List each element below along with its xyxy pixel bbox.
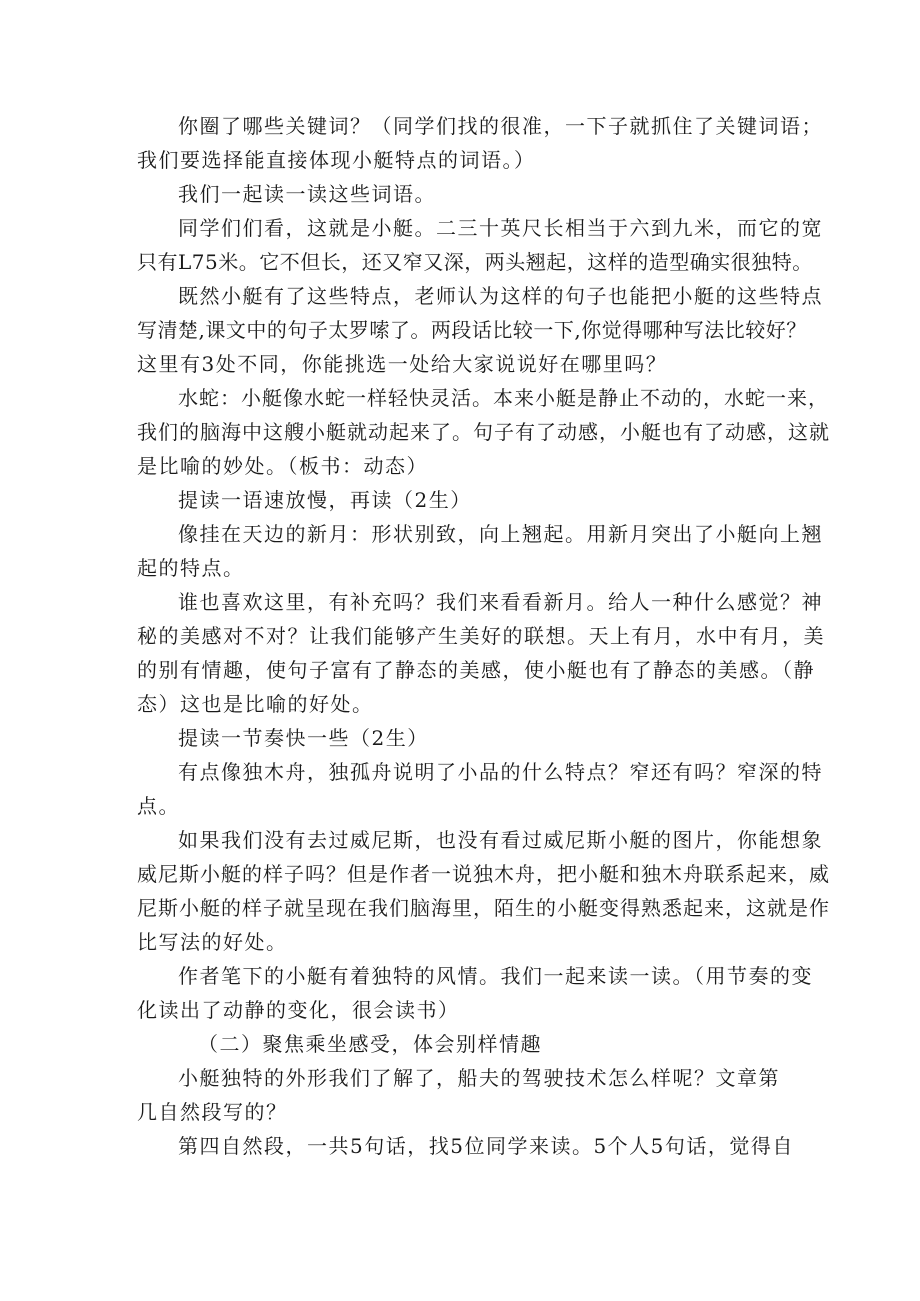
text-line: 如果我们没有去过威尼斯，也没有看过威尼斯小艇的图片，你能想象 — [178, 828, 823, 852]
text-line: 点。 — [137, 794, 180, 818]
text-line: 谁也喜欢这里，有补充吗？我们来看看新月。给人一种什么感觉？神 — [178, 590, 823, 614]
text-line: 只有L75米。它不但长，还又窄又深，两头翘起，这样的造型确实很独特。 — [137, 250, 813, 274]
text-line: 这里有3处不同，你能挑选一处给大家说说好在哪里吗？ — [137, 352, 668, 376]
text-line: 第四自然段，一共5句话，找5位同学来读。5个人5句话，觉得自 — [178, 1134, 794, 1158]
text-line: 我们一起读一读这些词语。 — [178, 182, 436, 206]
text-line: 的别有情趣，使句子富有了静态的美感，使小艇也有了静态的美感。（静 — [137, 658, 815, 682]
text-line: 有点像独木舟，独孤舟说明了小品的什么特点？窄还有吗？窄深的特 — [178, 760, 823, 784]
text-line: 小艇独特的外形我们了解了，船夫的驾驶技术怎么样呢？文章第 — [178, 1066, 780, 1090]
text-line: 提读一语速放慢，再读（2生） — [178, 488, 472, 512]
text-line: 我们要选择能直接体现小艇特点的词语。） — [137, 148, 536, 172]
section-heading: （二）聚焦乘坐感受，体会别样情趣 — [198, 1032, 542, 1056]
text-line: 几自然段写的？ — [137, 1100, 288, 1124]
text-line: 既然小艇有了这些特点，老师认为这样的句子也能把小艇的这些特点 — [178, 284, 823, 308]
text-line: 秘的美感对不对？让我们能够产生美好的联想。天上有月，水中有月，美 — [137, 624, 825, 648]
text-line: 水蛇：小艇像水蛇一样轻快灵活。本来小艇是静止不动的，水蛇一来， — [178, 386, 829, 410]
text-line: 比写法的好处。 — [137, 930, 288, 954]
text-line: 写清楚,课文中的句子太罗嗦了。两段话比较一下,你觉得哪种写法比较好？ — [137, 318, 807, 342]
text-line: 尼斯小艇的样子就呈现在我们脑海里，陌生的小艇变得熟悉起来，这就是作 — [137, 896, 830, 920]
text-line: 起的特点。 — [137, 556, 245, 580]
text-line: 态）这也是比喻的好处。 — [137, 692, 374, 716]
text-line: 作者笔下的小艇有着独特的风情。我们一起来读一读。（用节奏的变 — [178, 964, 813, 988]
text-line: 提读一节奏快一些（2生） — [178, 726, 429, 750]
text-line: 威尼斯小艇的样子吗？但是作者一说独木舟，把小艇和独木舟联系起来，威 — [137, 862, 830, 886]
text-line: 同学们们看，这就是小艇。二三十英尺长相当于六到九米，而它的宽 — [178, 216, 823, 240]
text-line: 像挂在天边的新月：形状别致，向上翘起。用新月突出了小艇向上翘 — [178, 522, 823, 546]
text-line: 化读出了动静的变化，很会读书） — [137, 998, 460, 1022]
text-line: 是比喻的妙处。（板书：动态） — [137, 454, 428, 478]
text-line: 你圈了哪些关键词？（同学们找的很准，一下子就抓住了关键词语； — [178, 114, 823, 138]
text-line: 我们的脑海中这艘小艇就动起来了。句子有了动感，小艇也有了动感，这就 — [137, 420, 830, 444]
